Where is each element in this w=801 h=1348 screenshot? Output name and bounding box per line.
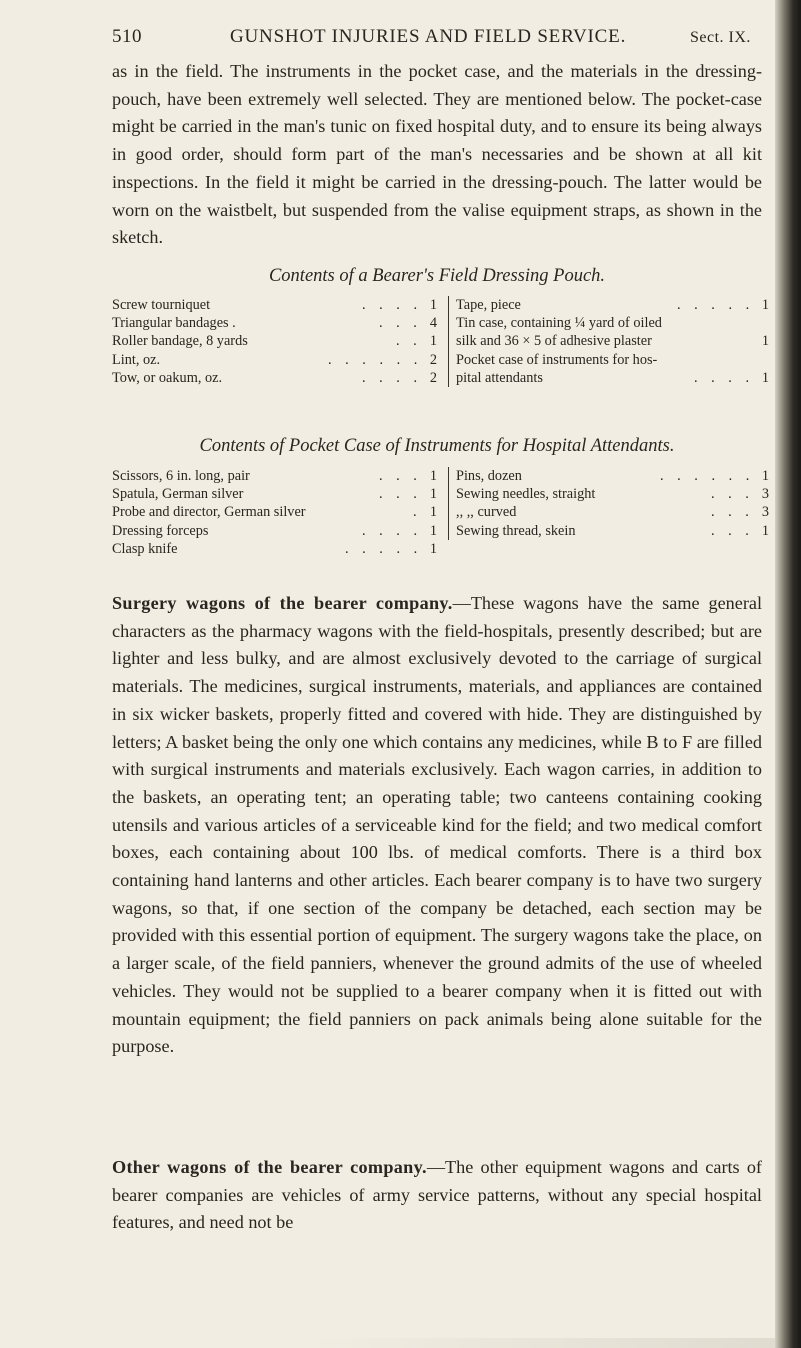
book-spine-edge: [775, 0, 801, 1348]
table-row: [456, 369, 769, 387]
table-item: Spatula, German silver: [112, 486, 244, 503]
table-row: [456, 467, 769, 485]
table-row: [112, 296, 437, 314]
leader-dots: . . . . . .: [328, 351, 423, 368]
leader-dots: . . .: [379, 468, 422, 484]
table-quantity: 1: [429, 333, 437, 350]
table-item: Sewing thread, skein: [456, 522, 576, 539]
leader-dots: . . .: [711, 522, 754, 539]
table-quantity: 1: [761, 522, 769, 539]
leader-dots: . . . .: [362, 522, 423, 539]
table-item: Roller bandage, 8 yards: [112, 333, 248, 350]
table-item: Pins, dozen: [456, 468, 522, 484]
table-item: Clasp knife: [112, 540, 178, 557]
table-quantity: 2: [429, 369, 437, 386]
table-item: Dressing forceps: [112, 522, 209, 539]
table-quantity: 1: [429, 297, 437, 313]
table-quantity: 1: [761, 297, 769, 313]
leader-dots: . . . . . .: [660, 468, 755, 484]
running-title: GUNSHOT INJURIES AND FIELD SERVICE.: [230, 26, 627, 47]
paragraph-other-wagons: [112, 1154, 762, 1237]
table-quantity: 1: [761, 369, 769, 386]
table-column-left: [112, 467, 437, 558]
leader-dots: . . . . .: [345, 540, 423, 557]
table-row: [112, 522, 437, 540]
table-row: [112, 332, 437, 350]
table-row: [456, 503, 769, 521]
table-row: [112, 351, 437, 369]
table-row: [456, 332, 769, 350]
leader-dots: . .: [396, 333, 422, 350]
running-header: [112, 22, 772, 52]
table-row: [112, 540, 437, 558]
leader-dots: .: [413, 504, 422, 521]
table-item: Tow, or oakum, oz.: [112, 369, 223, 386]
table-quantity: 1: [429, 504, 437, 521]
leader-dots: . . .: [379, 486, 422, 503]
paragraph-pocket-case: as in the field. The instruments in the pocket case, and the materials in the dressing-pouch, have been extremely well selected. They are mentioned below. The pocket-case might be carried in the man's tunic on fixed hospital duty, and to ensure its being always in good order, should form part of the man's necessaries and be shown at all kit inspections. In the field it might be carried in the dressing-pouch. The latter would be worn on the waistbelt, but suspended from the valise equipment straps, as shown in the sketch.: [112, 61, 762, 248]
table-quantity: 1: [761, 468, 769, 484]
table-item: Scissors, 6 in. long, pair: [112, 468, 250, 484]
table-row: [456, 296, 769, 314]
table-column-right: [448, 467, 769, 540]
table-row: [456, 314, 769, 332]
table-column-right: [448, 296, 769, 387]
paragraph-text: —The other equipment wagons and carts of bearer companies are vehicles of army service patterns, without any special hospital features, and need not be: [112, 1157, 762, 1233]
table-row: [456, 351, 769, 369]
table-row: [112, 314, 437, 332]
table-item: Screw tourniquet: [112, 297, 211, 313]
paragraph-surgery-wagons: [112, 590, 762, 1061]
table-quantity: 3: [761, 486, 769, 503]
table-quantity: 1: [429, 468, 437, 484]
table-row: [112, 369, 437, 387]
table-column-left: [112, 296, 437, 387]
table-row: [112, 503, 437, 521]
page-fold-shadow: [310, 1338, 790, 1348]
table-item: Sewing needles, straight: [456, 486, 596, 503]
table-quantity: 1: [429, 486, 437, 503]
table-item: pital attendants: [456, 369, 543, 386]
table-item: silk and 36 × 5 of adhesive plaster: [456, 333, 652, 350]
leader-dots: . . . .: [362, 369, 423, 386]
table-item: ,, ,, curved: [456, 504, 517, 521]
table-item: Tape, piece: [456, 297, 521, 313]
table-caption-dressing-pouch: Contents of a Bearer's Field Dressing Pouch.: [268, 266, 606, 286]
leader-dots: . . .: [711, 486, 754, 503]
section-heading-other-wagons: Other wagons of the bearer company.: [112, 1157, 427, 1177]
table-caption-pocket-case: Contents of Pocket Case of Instruments for Hospital Attendants.: [199, 436, 675, 456]
table-quantity: 2: [429, 351, 437, 368]
section-label: Sect. IX.: [690, 29, 751, 46]
table-row: [112, 467, 437, 485]
table-quantity: 4: [429, 315, 437, 332]
leader-dots: . . .: [711, 504, 754, 521]
table-item: Tin case, containing ¼ yard of oiled: [456, 315, 662, 332]
table-quantity: 3: [761, 504, 769, 521]
table-quantity: 1: [429, 522, 437, 539]
table-quantity: 1: [429, 540, 437, 557]
table-item: Probe and director, German silver: [112, 504, 306, 521]
table-item: Pocket case of instruments for hos-: [456, 351, 658, 368]
table-row: [112, 485, 437, 503]
section-heading-surgery-wagons: Surgery wagons of the bearer company.: [112, 593, 453, 613]
table-row: [456, 485, 769, 503]
table-row: [456, 522, 769, 540]
leader-dots: . . . .: [694, 369, 755, 386]
table-item: Triangular bandages .: [112, 315, 236, 332]
leader-dots: . . .: [379, 315, 422, 332]
page-number: 510: [112, 26, 142, 47]
paragraph-text: —These wagons have the same general characters as the pharmacy wagons with the field-hospitals, presently described; but are lighter and less bulky, and are almost exclusively devoted to the carriage of surgical materials. The medicines, surgical instruments, materials, and appliances are contained in six wicker baskets, properly fitted and covered with hide. They are distinguished by letters; A basket being the only one which contains any medicines, while B to F are filled with surgical instruments and materials exclusively. Each wagon carries, in addition to the baskets, an operating tent; an operating table; two canteens containing cooking utensils and various articles of a serviceable kind for the field; and two medical comfort boxes, each containing about 100 lbs. of medical comforts. There is a third box containing hand lanterns and other articles. Each bearer company is to have two surgery wagons, so that, if one section of the company be detached, each section may be provided with this essential portion of equipment. The surgery wagons take the place, on a larger scale, of the field panniers, whenever the ground admits of the use of wheeled vehicles. They would not be supplied to a bearer company when it is fitted out with mountain equipment; the field panniers on pack animals being alone suitable for the purpose.: [112, 593, 762, 1057]
leader-dots: . . . .: [362, 297, 423, 313]
leader-dots: . . . . .: [677, 297, 755, 313]
table-quantity: 1: [761, 333, 769, 350]
table-item: Lint, oz.: [112, 351, 161, 368]
